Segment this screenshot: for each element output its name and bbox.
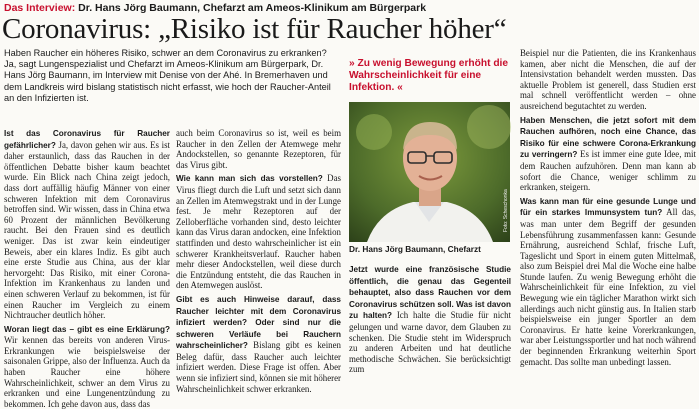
kicker-text: Dr. Hans Jörg Baumann, Chefarzt am Ameos-Klinikum am Bürgerpark xyxy=(75,2,427,14)
answer: Es ist immer eine gute Idee, mit dem Rauchen aufzuhören. Denn man kann ab sofort die Chance, weniger schlimm zu erkranken, steigern. xyxy=(520,149,696,193)
column-3 xyxy=(349,264,511,400)
column-4 xyxy=(520,48,696,400)
column-1 xyxy=(4,128,170,409)
question: Jetzt wurde eine französische Studie öffentlich, die genau das Gegenteil behauptet, also dass Rauchen vor dem Coronavirus schützen soll. Was ist davon zu halten? xyxy=(349,265,511,321)
question: Ist das Coronavirus für Raucher gefährlicher? xyxy=(4,129,170,150)
pull-quote: » Zu wenig Bewegung erhöht die Wahrscheinlichkeit für eine Infektion. « xyxy=(349,58,509,93)
answer: Bislang gibt es keinen Beleg dafür, dass Raucher auch leichter infiziert werden. Diese Frage ist offen. Aber wenn sie infiziert sind, können sie mit höherer Wahrscheinlichkeit schwer erkranken. xyxy=(176,340,341,394)
paragraph xyxy=(349,264,511,375)
photo-caption: Dr. Hans Jörg Baumann, Chefarzt xyxy=(349,244,481,254)
question: Woran liegt das – gibt es eine Erklärung? xyxy=(4,324,170,334)
paragraph: auch beim Coronavirus so ist, weil es beim Raucher in den Zellen der Atemwege mehr Andockstellen, so genannte Rezeptoren, für das Virus gibt. xyxy=(176,128,341,170)
kicker-label: Das Interview: xyxy=(4,2,76,14)
paragraph xyxy=(520,196,696,368)
paragraph xyxy=(4,128,170,321)
paragraph xyxy=(176,294,341,394)
paragraph xyxy=(176,173,341,291)
answer: Das Virus fliegt durch die Luft und setzt sich dann an Zellen im Atemwegstrakt und in der Lunge fest. Je mehr Rezeptoren auf der Zelloberfläche vorhanden sind, desto leichter kann das Virus daran andocken, eine Infektion stattfinden und desto wahrscheinlicher ist ein schwerer Krankheitsverlauf. Raucher haben mehr dieser Andockstellen, weil diese durch die Entzündung entsteht, die das Rauchen in den Atemwegen auslöst. xyxy=(176,173,341,291)
answer: Wir kennen das bereits von anderen Virus-Erkrankungen wie beispielsweise der saisonalen Grippe, also der Influenza. Auch da haben Raucher eine höhere Wahrscheinlichkeit, schwer an dem Virus zu erkranken und eine Lungenentzündung zu bekommen. Ich gehe davon aus, dass das xyxy=(4,335,170,409)
headline: Coronavirus: „Risiko ist für Raucher höher“ xyxy=(2,13,507,45)
paragraph xyxy=(520,115,696,193)
question: Wie kann man sich das vorstellen? xyxy=(176,174,323,184)
question: Was kann man für eine gesunde Lunge und für ein starkes Immunsystem tun? xyxy=(520,196,696,218)
intro-paragraph: Haben Raucher ein höheres Risiko, schwer an dem Coronavirus zu erkranken? Ja, sagt Lungenspezialist und Chefarzt im Ameos-Klinikum am Bürgerpark, Dr. Hans Jörg Baumann, im Interview mit Denise von der Ahé. In Bremerhaven und dem Landkreis wird bislang statistisch nicht erfasst, wie hoch der Raucher-Anteil an den Infizierten ist. xyxy=(4,48,331,103)
question: Gibt es auch Hinweise darauf, dass Raucher leichter mit dem Coronavirus infiziert werden? Oder sind nur die schweren Verläufe bei Rauchern wahrscheinlicher? xyxy=(176,294,341,351)
column-2 xyxy=(176,128,341,400)
paragraph xyxy=(4,324,170,409)
photo-credit: Foto: Scheschonka xyxy=(503,189,509,232)
question: Haben Menschen, die jetzt sofort mit dem Rauchen aufhören, noch eine Chance, das Risiko für eine schwere Corona-Erkrankung zu verringern? xyxy=(520,115,696,160)
answer: Ich halte die Studie für nicht gelungen und warne davor, dem Glauben zu schenken. Die Studie steht im Widerspruch zu anderen Arbeiten und hat deutliche methodische Schwächen. Sie berücksichtigt zum xyxy=(349,310,512,375)
portrait-illustration xyxy=(349,102,510,242)
portrait-photo xyxy=(349,102,510,242)
answer: All das, was man unter dem Begriff der gesunden Lebensführung zusammenfassen kann: Gesunde Ernährung, ausreichend Schlaf, frische Luft, Tageslicht und Sport in einem guten Mittelmaß, also zum Beispiel drei Mal die Woche eine halbe Stunde laufen. Zu wenig Bewegung erhöht die Wahrscheinlichkeit für eine Infektion, zu viel Bewegung wie ein täglicher Marathon wirkt sich allerdings auch nicht günstig aus. In Italien starb beispielsweise ein junger Sportler an dem Coronavirus. Er hatte keine Vorerkrankungen, war aber Leistungssportler und hat noch während der beginnenden Erkrankung weiterhin Sport gemacht. Das sollte man unbedingt lassen. xyxy=(520,207,697,367)
answer: Ja, davon gehen wir aus. Es ist daher erstaunlich, dass das Rauchen in der öffentlichen Debatte bisher kaum beachtet wurde. Ein Blick nach China zeigt jedoch, dass dort auffällig häufig Männer von einer schweren Infektion mit dem Coronavirus betroffen sind. Wir wissen, dass in China etwa 60 Prozent der männlichen Bevölkerung raucht. Bei den Frauen sind es deutlich weniger. Das ist zwar kein eindeutiger Beweis, aber ein klares Indiz. Es gibt auch eine erste Studie aus China, aus der klar hervorgeht: Das Risiko, mit einer Corona-Infektion im Krankenhaus zu landen und einen schweren Verlauf zu bekommen, ist für einen Raucher im Vergleich zu einem Nichtraucher deutlich höher. xyxy=(4,139,170,321)
paragraph: Beispiel nur die Patienten, die ins Krankenhaus kamen, aber nicht die Menschen, die auf der Intensivstation behandelt werden mussten. Das aktuelle Problem ist generell, dass Studien erst mal schnell veröffentlicht werden – ohne ausreichend begutachtet zu werden. xyxy=(520,48,696,111)
